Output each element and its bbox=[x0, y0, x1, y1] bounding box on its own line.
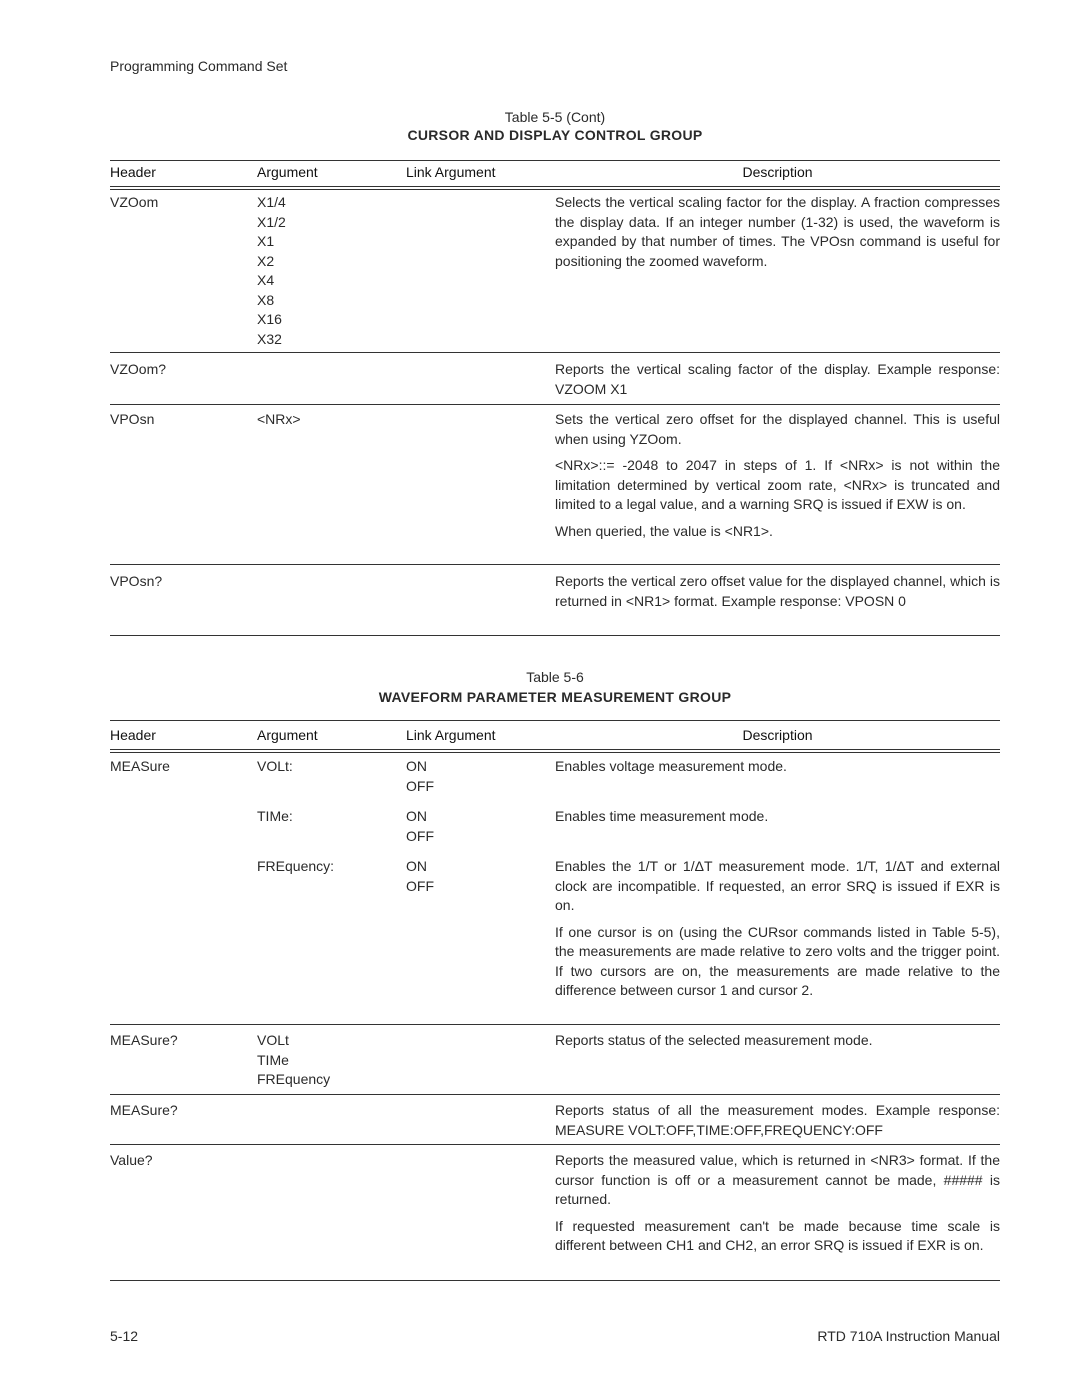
divider bbox=[110, 1024, 1000, 1025]
column-header: Argument bbox=[257, 727, 318, 743]
description-paragraph: Sets the vertical zero offset for the displayed channel. This is useful when using YZOom. bbox=[555, 411, 1000, 447]
command-header: Value? bbox=[110, 1152, 153, 1168]
description-paragraph: Selects the vertical scaling factor for the display. A fraction compresses the display data. If an integer number (1-32) is used, the waveform is expanded by that number of times. The VPOsn command is useful for positioning the zoomed waveform. bbox=[555, 194, 1000, 269]
description-paragraph: Reports status of the selected measurement mode. bbox=[555, 1032, 873, 1048]
argument-list bbox=[257, 193, 286, 349]
description-paragraph: If requested measurement can't be made because time scale is different between CH1 and CH2, an error SRQ is issued if EXR is on. bbox=[555, 1217, 1000, 1253]
argument: X16 bbox=[257, 311, 282, 327]
divider bbox=[110, 564, 1000, 565]
argument: VOLt bbox=[257, 1032, 289, 1048]
argument: X1/4 bbox=[257, 194, 286, 210]
argument: X32 bbox=[257, 330, 282, 347]
argument: TIMe: bbox=[257, 808, 293, 824]
link-argument: ON bbox=[406, 808, 427, 824]
description bbox=[555, 193, 1000, 278]
description bbox=[555, 757, 1000, 784]
argument: FREquency: bbox=[257, 858, 335, 874]
column-header: Header bbox=[110, 164, 156, 180]
description bbox=[555, 410, 1000, 548]
divider bbox=[110, 752, 1000, 753]
link-argument: OFF bbox=[406, 827, 434, 844]
divider bbox=[110, 189, 1000, 190]
description-paragraph: Enables the 1/T or 1/ΔT measurement mode. 1/T, 1/ΔT and external clock are incompatible. If requested, an error SRQ is issued if EXR is on. bbox=[555, 858, 1000, 913]
divider bbox=[110, 186, 1000, 187]
link-arguments bbox=[406, 807, 434, 846]
command-header: MEASure bbox=[110, 758, 170, 774]
description bbox=[555, 1151, 1000, 1263]
column-header: Argument bbox=[257, 164, 318, 180]
link-argument: ON bbox=[406, 858, 427, 874]
command-header: VPOsn bbox=[110, 411, 155, 427]
argument-list bbox=[257, 1031, 330, 1090]
link-arguments bbox=[406, 757, 434, 796]
description bbox=[555, 857, 1000, 1008]
description-paragraph: <NRx>::= -2048 to 2047 in steps of 1. If <NRx> is not within the limitation determined by vertical zoom rate, <NRx> is truncated and limited to a legal value, and a warning SRQ is issued if EXW is on. bbox=[555, 457, 1000, 512]
argument: <NRx> bbox=[257, 411, 301, 427]
table1-caption: Table 5-5 (Cont) bbox=[504, 109, 606, 125]
description-paragraph: When queried, the value is <NR1>. bbox=[555, 522, 773, 539]
divider bbox=[110, 1094, 1000, 1095]
column-header: Description bbox=[742, 164, 813, 180]
section-header: Programming Command Set bbox=[110, 58, 288, 74]
argument: X4 bbox=[257, 272, 275, 288]
description bbox=[555, 360, 1000, 406]
divider bbox=[110, 1144, 1000, 1145]
command-header: VZOom? bbox=[110, 361, 167, 377]
argument: X1 bbox=[257, 233, 275, 249]
page-number: 5-12 bbox=[110, 1328, 139, 1344]
table2-caption: Table 5-6 bbox=[526, 669, 584, 685]
divider bbox=[110, 1280, 1000, 1281]
command-header: MEASure? bbox=[110, 1102, 178, 1118]
description-paragraph: If one cursor is on (using the CURsor commands listed in Table 5-5), the measurements are made relative to zero volts and the trigger point. If two cursors are on, the measurements are made relative to the difference between cursor 1 and cursor 2. bbox=[555, 923, 1000, 998]
argument: X1/2 bbox=[257, 213, 286, 230]
column-header: Header bbox=[110, 727, 156, 743]
argument: X2 bbox=[257, 252, 275, 269]
divider bbox=[110, 160, 1000, 161]
divider bbox=[110, 749, 1000, 750]
link-argument: OFF bbox=[406, 877, 434, 894]
column-header: Link Argument bbox=[406, 164, 496, 180]
argument: FREquency bbox=[257, 1071, 331, 1087]
table1-title: CURSOR AND DISPLAY CONTROL GROUP bbox=[407, 127, 703, 143]
divider bbox=[110, 404, 1000, 405]
description-paragraph: Reports the measured value, which is returned in <NR3> format. If the cursor function is off or a measurement cannot be made, ##### is returned. bbox=[555, 1152, 1000, 1207]
description-paragraph: Reports the vertical zero offset value for the displayed channel, which is returned in <NR1> format. Example response: VPOSN 0 bbox=[555, 573, 1000, 609]
description bbox=[555, 1101, 1000, 1147]
column-header: Description bbox=[742, 727, 813, 743]
argument: TIMe bbox=[257, 1051, 289, 1068]
manual-title: RTD 710A Instruction Manual bbox=[817, 1328, 1000, 1344]
link-argument: ON bbox=[406, 758, 427, 774]
description bbox=[555, 807, 1000, 834]
divider bbox=[110, 352, 1000, 353]
description bbox=[555, 572, 1000, 618]
column-header: Link Argument bbox=[406, 727, 496, 743]
link-argument: OFF bbox=[406, 777, 434, 794]
argument: X8 bbox=[257, 291, 275, 308]
table2-title: WAVEFORM PARAMETER MEASUREMENT GROUP bbox=[378, 689, 732, 705]
argument: VOLt: bbox=[257, 758, 293, 774]
command-header: MEASure? bbox=[110, 1032, 178, 1048]
divider bbox=[110, 720, 1000, 721]
divider bbox=[110, 635, 1000, 636]
description-paragraph: Reports the vertical scaling factor of the display. Example response: VZOOM X1 bbox=[555, 361, 1000, 397]
description-paragraph: Enables voltage measurement mode. bbox=[555, 758, 787, 774]
command-header: VZOom bbox=[110, 194, 159, 210]
description-paragraph: Reports status of all the measurement modes. Example response: MEASURE VOLT:OFF,TIME:OFF,FREQUENCY:OFF bbox=[555, 1102, 1000, 1138]
command-header: VPOsn? bbox=[110, 573, 163, 589]
description-paragraph: Enables time measurement mode. bbox=[555, 808, 769, 824]
description bbox=[555, 1031, 1000, 1058]
link-arguments bbox=[406, 857, 434, 896]
